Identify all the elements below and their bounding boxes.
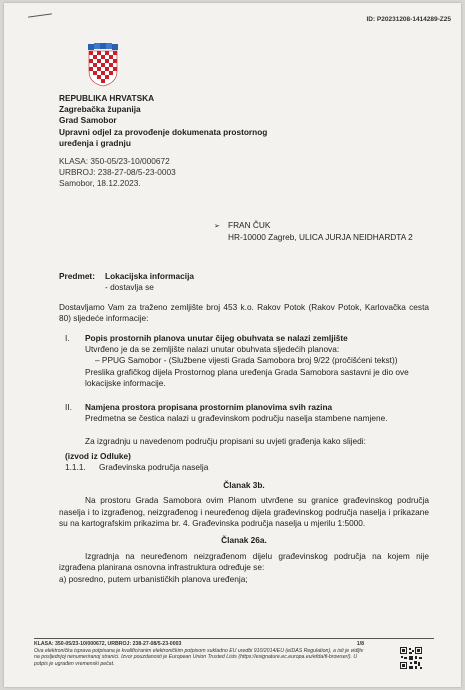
article-3b-text: Na prostoru Grada Samobora ovim Planom utvrđene su granice građevinskog područja naselja i to izgrađenog, neizgrađenog i neuređenog dijela građevinskog područja naselja i prikazane su na kartografskim prikazima br. 4. Građevinska područja naselja u mjerilu 1:5000. [59,495,429,528]
article-3b-title: Članak 3b. [223,479,265,490]
recipient-address: HR-10000 Zagreb, ULICA JURJA NEIDHARDTA 2 [228,232,413,243]
subject-sub: - dostavlja se [105,282,154,293]
clause-title: Građevinska područja naselja [99,462,209,473]
arrow-icon: ➢ [214,223,220,230]
article-26a-title: Članak 26a. [221,535,267,546]
document-page [4,3,461,687]
header-line: Zagrebačka županija [59,104,141,115]
subject-label: Predmet: [59,271,95,281]
section-1 [59,333,429,390]
pen-mark [28,13,52,17]
coat-of-arms-icon [86,43,120,87]
article-26a-text: Izgradnja na neuređenom neizgrađenom dijelu građevinskog područja na kojem nije izgrađena planirana osnovna infrastruktura određuje se: [59,550,429,573]
plan-list-item: – PPUG Samobor - (Službene vijesti Grada Samobora broj 9/22 (pročišćeni tekst)) [95,355,398,366]
footer [34,638,434,667]
signature-notice: Ova elektronička isprava potpisana je kvalificiranim elektroničkim potpisom sukladno EU uredbi 910/2014/EU (eIDAS Regulation), a isti je vidljiv na posljednjoj nenumeriranoj stranici. Izvor pouzdanosti je European Union Trusted Lists (https://esignature.ec.europa.eu/efda/tl-browser/). U potpis je ugrađen vremenski pečat. [34,647,364,667]
excerpt-label: (izvod iz Odluke) [65,450,131,461]
section-text: Predmetna se čestica nalazi u građevinskom području naselja stambene namjene. [85,413,388,424]
header-line: Upravni odjel za provođenje dokumenata prostornog [59,126,268,137]
section-text: Utvrđeno je da se zemljište nalazi unutar obuhvata sljedećih planova: [85,344,340,355]
section-number: II. [65,401,72,412]
clause-heading [59,462,429,473]
document-body [59,271,429,585]
urbroj: URBROJ: 238-27-08/5-23-0003 [59,167,176,178]
klasa: KLASA: 350-05/23-10/000672 [59,156,170,166]
subject-title: Lokacijska informacija [105,271,195,281]
recipient-block [214,220,413,243]
place-date: Samobor, 18.12.2023. [59,178,141,189]
footer-codes: KLASA: 350-05/23-10/000672, URBROJ: 238-27-08/5-23-0003 [34,641,182,647]
header-line: uređenja i gradnju [59,137,131,148]
section-number: I. [65,332,70,343]
subject-line [59,271,429,282]
clause-number: 1.1.1. [65,462,86,473]
section-title: Popis prostornih planova unutar čijeg obuhvata se nalazi zemljište [85,332,348,343]
header-line: Grad Samobor [59,115,117,126]
section-title: Namjena prostora propisana prostornim planovima svih razina [85,401,333,412]
page-number: 1/8 [356,641,364,647]
conditions-text: Za izgradnju u navedenom području propisani su uvjeti građenja kako slijedi: [85,436,366,447]
article-26a-item: a) posredno, putem urbanističkih planova uređenja; [59,573,248,584]
section-text: Preslika grafičkog dijela Prostornog plana uređenja Grada Samobora sastavni je dio ove lokacijske informacije. [85,366,409,389]
section-2 [59,402,429,425]
intro-text: Dostavljamo Vam za traženo zemljište broj 453 k.o. Rakov Potok (Rakov Potok, Karlovačka cesta 80) sljedeće informacije: [59,301,429,324]
qr-code-icon [400,647,422,669]
header-line: REPUBLIKA HRVATSKA [59,93,155,103]
document-id: ID: P20231208-1414289-Z25 [366,16,451,23]
reference-block [59,156,176,190]
recipient-name: FRAN ČUK [228,220,271,230]
issuer-header [59,93,359,149]
